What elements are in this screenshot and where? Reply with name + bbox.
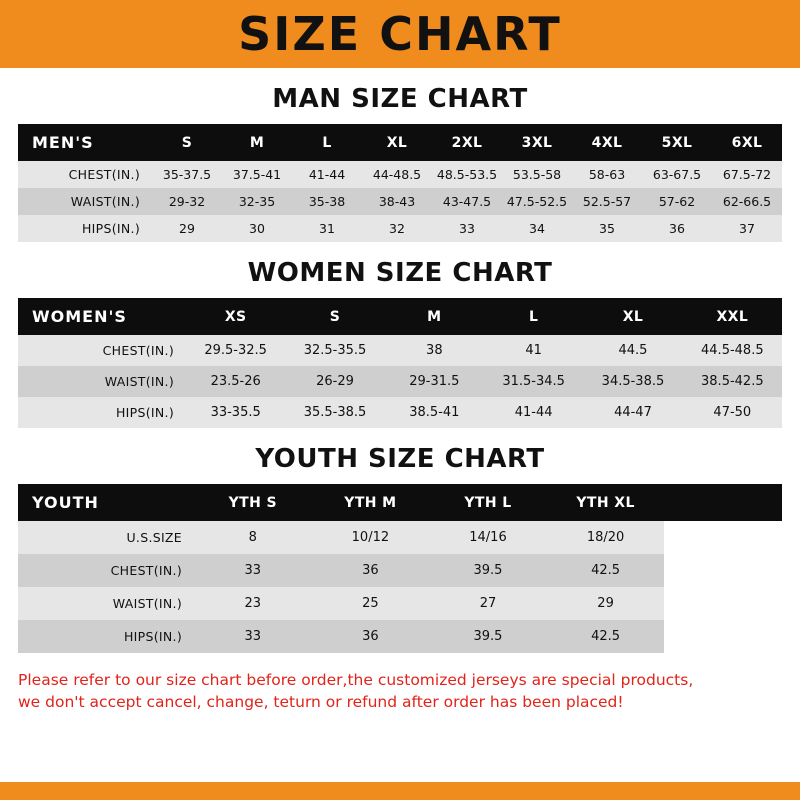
men-hips-l: 31 <box>292 215 362 242</box>
women-waist-xl: 34.5-38.5 <box>583 366 682 397</box>
women-waist-xs: 23.5-26 <box>186 366 285 397</box>
table-row <box>18 397 782 428</box>
men-header-m: M <box>222 124 292 161</box>
men-waist-2xl: 43-47.5 <box>432 188 502 215</box>
women-header-m: M <box>385 298 484 335</box>
women-header-xxl: XXL <box>683 298 782 335</box>
youth-waist-xl: 29 <box>547 587 665 620</box>
table-row <box>18 366 782 397</box>
men-header-2xl: 2XL <box>432 124 502 161</box>
women-chest-l: 41 <box>484 335 583 366</box>
men-header-l: L <box>292 124 362 161</box>
youth-header-m: YTH M <box>312 484 430 521</box>
men-size-section <box>0 84 800 242</box>
youth-chest-l: 39.5 <box>429 554 547 587</box>
men-header-5xl: 5XL <box>642 124 712 161</box>
table-row <box>18 215 782 242</box>
men-table-head <box>18 124 782 161</box>
youth-ussize-l: 14/16 <box>429 521 547 554</box>
youth-row-chest-label: CHEST(IN.) <box>18 554 194 587</box>
men-hips-5xl: 36 <box>642 215 712 242</box>
page-title: SIZE CHART <box>238 7 562 61</box>
men-hips-3xl: 34 <box>502 215 572 242</box>
youth-ussize-filler <box>664 521 782 554</box>
men-chest-4xl: 58-63 <box>572 161 642 188</box>
women-header-l: L <box>484 298 583 335</box>
men-size-table <box>18 124 782 242</box>
youth-header-s: YTH S <box>194 484 312 521</box>
men-chest-m: 37.5-41 <box>222 161 292 188</box>
youth-hips-l: 39.5 <box>429 620 547 653</box>
youth-table-body <box>18 521 782 653</box>
table-row <box>18 554 782 587</box>
men-header-3xl: 3XL <box>502 124 572 161</box>
men-waist-m: 32-35 <box>222 188 292 215</box>
men-chest-l: 41-44 <box>292 161 362 188</box>
women-chest-m: 38 <box>385 335 484 366</box>
order-notice-line2: we don't accept cancel, change, teturn or refund after order has been placed! <box>18 693 624 712</box>
youth-header-label: YOUTH <box>18 484 194 521</box>
youth-header-l: YTH L <box>429 484 547 521</box>
women-hips-xl: 44-47 <box>583 397 682 428</box>
men-chest-3xl: 53.5-58 <box>502 161 572 188</box>
table-row <box>18 587 782 620</box>
men-section-title: MAN SIZE CHART <box>272 84 528 114</box>
youth-table-head <box>18 484 782 521</box>
youth-hips-xl: 42.5 <box>547 620 665 653</box>
men-chest-2xl: 48.5-53.5 <box>432 161 502 188</box>
youth-waist-s: 23 <box>194 587 312 620</box>
table-header-row <box>18 484 782 521</box>
men-hips-s: 29 <box>152 215 222 242</box>
men-hips-2xl: 33 <box>432 215 502 242</box>
youth-header-xl: YTH XL <box>547 484 665 521</box>
youth-ussize-xl: 18/20 <box>547 521 665 554</box>
women-hips-xxl: 47-50 <box>683 397 782 428</box>
men-waist-3xl: 47.5-52.5 <box>502 188 572 215</box>
women-row-waist-label: WAIST(IN.) <box>18 366 186 397</box>
women-chest-xxl: 44.5-48.5 <box>683 335 782 366</box>
women-waist-s: 26-29 <box>285 366 384 397</box>
women-chest-s: 32.5-35.5 <box>285 335 384 366</box>
table-row <box>18 188 782 215</box>
men-chest-6xl: 67.5-72 <box>712 161 782 188</box>
men-header-s: S <box>152 124 222 161</box>
men-waist-s: 29-32 <box>152 188 222 215</box>
men-hips-6xl: 37 <box>712 215 782 242</box>
women-hips-xs: 33-35.5 <box>186 397 285 428</box>
table-header-row <box>18 298 782 335</box>
table-row <box>18 161 782 188</box>
youth-row-ussize-label: U.S.SIZE <box>18 521 194 554</box>
women-hips-l: 41-44 <box>484 397 583 428</box>
men-waist-l: 35-38 <box>292 188 362 215</box>
men-table-body <box>18 161 782 242</box>
men-waist-6xl: 62-66.5 <box>712 188 782 215</box>
youth-waist-l: 27 <box>429 587 547 620</box>
footer-band <box>0 782 800 800</box>
women-size-table <box>18 298 782 428</box>
men-chest-5xl: 63-67.5 <box>642 161 712 188</box>
women-header-xs: XS <box>186 298 285 335</box>
youth-row-hips-label: HIPS(IN.) <box>18 620 194 653</box>
men-header-4xl: 4XL <box>572 124 642 161</box>
youth-hips-s: 33 <box>194 620 312 653</box>
women-chest-xl: 44.5 <box>583 335 682 366</box>
men-header-6xl: 6XL <box>712 124 782 161</box>
men-row-hips-label: HIPS(IN.) <box>18 215 152 242</box>
youth-waist-filler <box>664 587 782 620</box>
women-waist-m: 29-31.5 <box>385 366 484 397</box>
men-hips-xl: 32 <box>362 215 432 242</box>
women-row-hips-label: HIPS(IN.) <box>18 397 186 428</box>
women-chest-xs: 29.5-32.5 <box>186 335 285 366</box>
men-chest-xl: 44-48.5 <box>362 161 432 188</box>
men-waist-5xl: 57-62 <box>642 188 712 215</box>
women-waist-xxl: 38.5-42.5 <box>683 366 782 397</box>
header-band <box>0 0 800 68</box>
table-row <box>18 335 782 366</box>
men-row-waist-label: WAIST(IN.) <box>18 188 152 215</box>
women-hips-s: 35.5-38.5 <box>285 397 384 428</box>
women-table-body <box>18 335 782 428</box>
women-header-s: S <box>285 298 384 335</box>
youth-waist-m: 25 <box>312 587 430 620</box>
youth-section-title: YOUTH SIZE CHART <box>255 444 545 474</box>
youth-hips-filler <box>664 620 782 653</box>
youth-hips-m: 36 <box>312 620 430 653</box>
men-row-chest-label: CHEST(IN.) <box>18 161 152 188</box>
men-chest-s: 35-37.5 <box>152 161 222 188</box>
youth-header-filler <box>664 484 782 521</box>
table-header-row <box>18 124 782 161</box>
youth-row-waist-label: WAIST(IN.) <box>18 587 194 620</box>
women-hips-m: 38.5-41 <box>385 397 484 428</box>
women-header-label: WOMEN'S <box>18 298 186 335</box>
order-notice-line1: Please refer to our size chart before order,the customized jerseys are special products, <box>18 671 694 689</box>
men-header-label: MEN'S <box>18 124 152 161</box>
men-hips-m: 30 <box>222 215 292 242</box>
women-row-chest-label: CHEST(IN.) <box>18 335 186 366</box>
youth-chest-xl: 42.5 <box>547 554 665 587</box>
men-waist-4xl: 52.5-57 <box>572 188 642 215</box>
youth-chest-m: 36 <box>312 554 430 587</box>
men-hips-4xl: 35 <box>572 215 642 242</box>
men-waist-xl: 38-43 <box>362 188 432 215</box>
women-table-head <box>18 298 782 335</box>
table-row <box>18 620 782 653</box>
men-header-xl: XL <box>362 124 432 161</box>
youth-ussize-s: 8 <box>194 521 312 554</box>
youth-size-table <box>18 484 782 653</box>
women-section-title: WOMEN SIZE CHART <box>247 258 553 288</box>
youth-chest-s: 33 <box>194 554 312 587</box>
youth-size-section <box>0 444 800 653</box>
women-waist-l: 31.5-34.5 <box>484 366 583 397</box>
women-size-section <box>0 258 800 428</box>
women-header-xl: XL <box>583 298 682 335</box>
youth-chest-filler <box>664 554 782 587</box>
youth-ussize-m: 10/12 <box>312 521 430 554</box>
table-row <box>18 521 782 554</box>
order-notice <box>18 669 782 714</box>
